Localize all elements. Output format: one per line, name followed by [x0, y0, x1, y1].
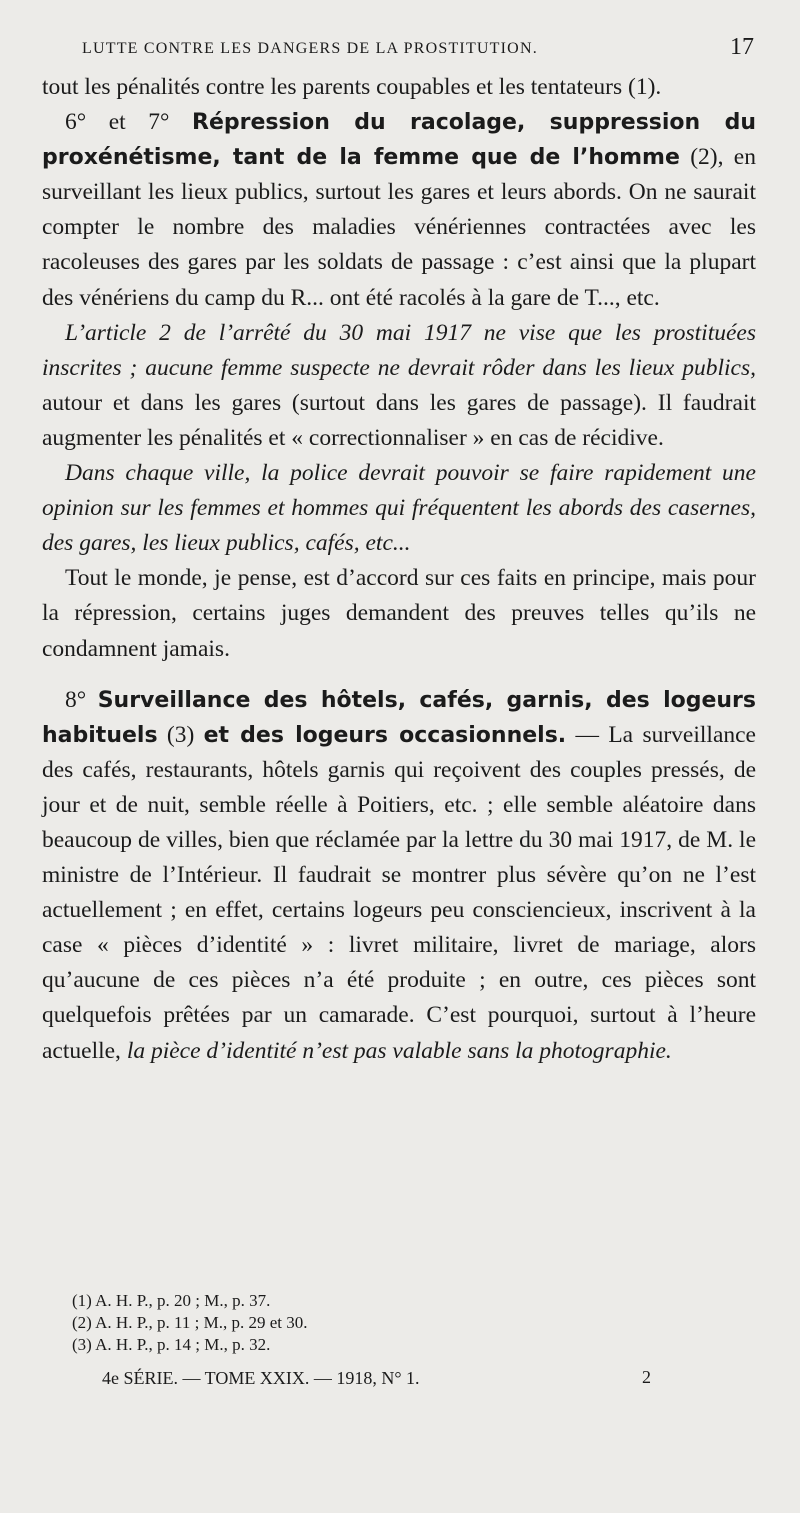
- paragraph-surveillance: [42, 683, 756, 1069]
- section-number: 8°: [65, 686, 98, 713]
- sheet-number: 2: [642, 1367, 651, 1387]
- printer-signature: 4e SÉRIE. — TOME XXIX. — 1918, N° 1.: [102, 1368, 420, 1388]
- page-header: [82, 34, 754, 64]
- paragraph-text: autour et dans les gares (surtout dans les gares de passage). Il faudrait augmenter les pénalités et « correctionnaliser » en cas de récidive.: [42, 389, 756, 451]
- footnote: (3) A. H. P., p. 14 ; M., p. 32.: [72, 1335, 271, 1354]
- footnote: (2) A. H. P., p. 11 ; M., p. 29 et 30.: [72, 1313, 308, 1332]
- italic-text: L’article 2 de l’arrêté du 30 mai 1917 ne vise que les prostituées inscrites ; aucune femme suspecte ne devrait rôder dans les lieux publics,: [42, 319, 756, 381]
- running-title: LUTTE CONTRE LES DANGERS DE LA PROSTITUTION.: [82, 40, 538, 57]
- paragraph-police: [42, 456, 756, 561]
- section-heading: Répression du racolage, suppression du proxénétisme, tant de la femme que de l’homme: [42, 110, 756, 171]
- section-heading: Surveillance des hôtels, cafés, garnis, des logeurs habituels: [42, 687, 756, 748]
- paragraph-arrete: [42, 316, 756, 456]
- paragraph-text: Tout le monde, je pense, est d’accord sur ces faits en principe, mais pour la répression, certains juges demandent des preuves telles qu’ils ne condamnent jamais.: [42, 565, 756, 662]
- body-text: [42, 70, 756, 1069]
- section-number: 6° et 7°: [65, 109, 193, 136]
- paragraph-text: — La surveillance des cafés, restaurants, hôtels garnis qui reçoivent des couples pressés, de jour et de nuit, semble réelle à Poitiers, etc. ; elle semble aléatoire dans beaucoup de villes, bien que réclamée par la lettre du 30 mai 1917, de M. le ministre de l’Intérieur. Il faudrait se montrer plus sévère qu’on ne l’est actuellement ; en effet, certains logeurs peu consciencieux, inscrivent à la case « pièces d’identité » : livret militaire, livret de mariage, alors qu’aucune de ces pièces n’a été produite ; en outre, ces pièces sont quelquefois prêtées par un camarade. C’est pourquoi, surtout à l’heure actuelle,: [42, 721, 756, 1064]
- section-heading-continued: et des logeurs occasionnels.: [203, 722, 567, 748]
- paragraph-accord: [42, 561, 756, 666]
- paragraph-text: tout les pénalités contre les parents coupables et les tentateurs (1).: [42, 74, 662, 100]
- italic-text: la pièce d’identité n’est pas valable sans la photographie.: [126, 1037, 672, 1064]
- footnotes: [72, 1290, 572, 1356]
- paragraph-continuation: [42, 70, 756, 105]
- italic-text: Dans chaque ville, la police devrait pouvoir se faire rapidement une opinion sur les femmes et hommes qui fréquentent les abords des casernes, des gares, les lieux publics, cafés, etc...: [42, 460, 756, 557]
- footnote-ref: (3): [157, 721, 204, 748]
- footnote: (1) A. H. P., p. 20 ; M., p. 37.: [72, 1291, 271, 1310]
- paragraph-text: (2), en surveillant les lieux publics, surtout les gares et leurs abords. On ne saurait compter le nombre des maladies vénériennes contractées avec les racoleuses des gares par les soldats de passage : c’est ainsi que la plupart des vénériens du camp du R... ont été racolés à la gare de T..., etc.: [42, 144, 756, 311]
- page-number: 17: [730, 34, 754, 60]
- paragraph-racolage: [42, 105, 756, 316]
